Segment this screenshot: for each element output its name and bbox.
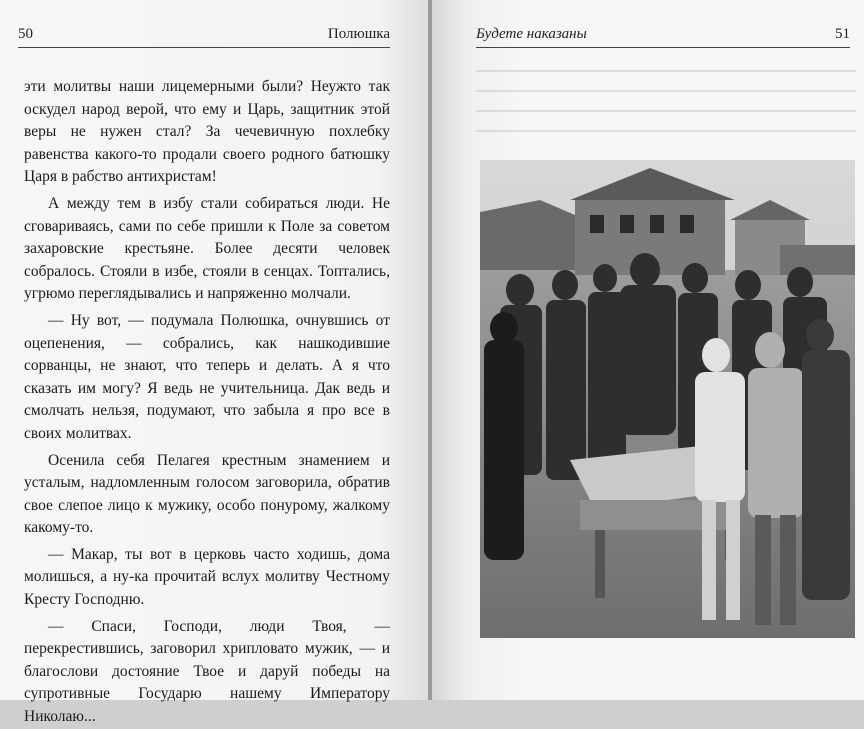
running-title: Полюшка	[327, 26, 390, 42]
paragraph: А между тем в избу стали собираться люди. Не сговариваясь, сами по себе пришли к Поле за советом захаровские крестьяне. Более десяти человек собралось. Стояли в избе, стояли в сенцах. Топтались, угрюмо переглядывались и напряженно молчали.	[24, 194, 390, 303]
running-title: Будете наказаны	[476, 26, 587, 42]
right-page	[432, 0, 864, 700]
body-text	[24, 76, 390, 729]
page-number: 50	[18, 26, 33, 42]
show-through-text	[476, 70, 856, 160]
paragraph: — Макар, ты вот в церковь часто ходишь, дома молишься, а ну-ка прочитай вслух молитву Честному Кресту Господню.	[24, 545, 390, 609]
photo-peasants-gathering-icon	[480, 160, 855, 638]
paragraph: эти молитвы наши лицемерными были? Неужто так оскудел народ верой, что ему и Царь, защитник этой веры не нужен стал? За чечевичную похлебку равенства какого-то продали своего родного батюшку Царя в рабство антихристам!	[24, 78, 390, 186]
paragraph: — Спаси, Господи, люди Твоя, — перекрестившись, заговорил хрипловато мужик, — и благослови достояние Твое и даруй победы на супротивные Государю нашему Императору Николаю...	[24, 617, 390, 726]
page-number: 51	[835, 26, 850, 42]
paragraph: — Ну вот, — подумала Полюшка, очнувшись от оцепенения, — собрались, как нашкодившие сорванцы, не знают, что теперь и делать. А я что сказать им могу? Я ведь не учительница. Дак ведь и смолчать нельзя, подумают, что забыла я про все в своих молитвах.	[24, 311, 390, 442]
paragraph: Осенила себя Пелагея крестным знамением и усталым, надломленным голосом заговорила, обратив свое слепое лицо к мужику, особо понурому, жалкому какому-то.	[24, 451, 390, 537]
right-page-header	[476, 26, 850, 48]
left-page-header	[18, 26, 390, 48]
left-page	[0, 0, 430, 726]
